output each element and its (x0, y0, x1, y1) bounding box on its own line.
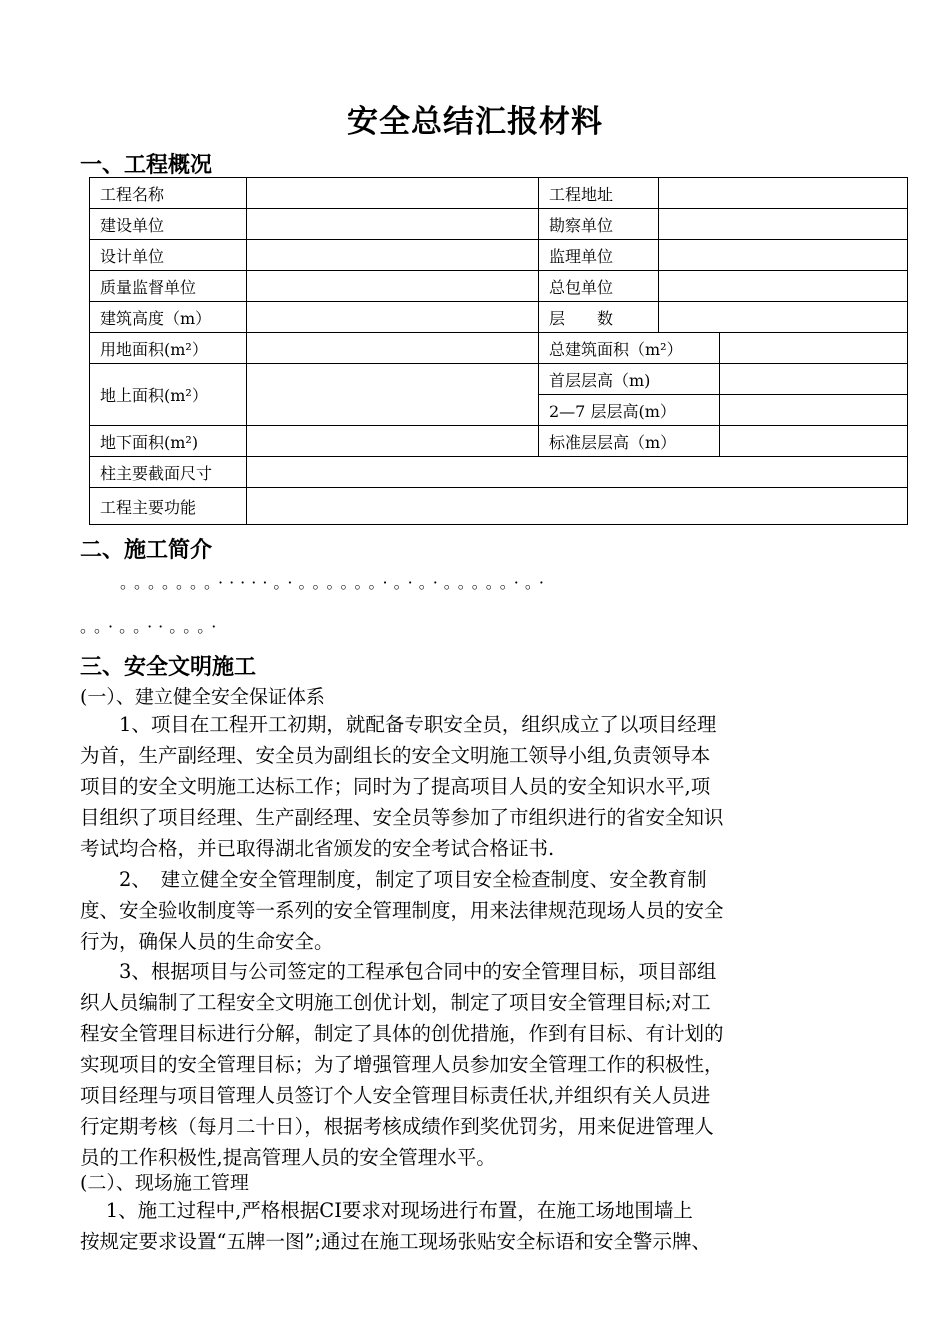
table-label: 层 数 (539, 302, 659, 333)
paragraph (80, 709, 880, 864)
table-label: 地下面积(m²) (90, 426, 247, 457)
table-value-cell (720, 364, 908, 395)
table-label: 标准层层高（m） (539, 426, 720, 457)
table-value-cell (659, 209, 908, 240)
text-line: 项目经理与项目管理人员签订个人安全管理目标责任状,并组织有关人员进 (80, 1084, 711, 1107)
table-row (90, 488, 908, 525)
table-value-cell (720, 395, 908, 426)
table-row (90, 271, 908, 302)
table-value-cell (247, 271, 539, 302)
table-label: 总包单位 (539, 271, 659, 302)
table-row (90, 178, 908, 209)
table-label: 首层层高（m) (539, 364, 720, 395)
table-value-cell (247, 240, 539, 271)
text-line: 度、安全验收制度等一系列的安全管理制度，用来法律规范现场人员的安全 (80, 899, 724, 922)
paragraph (80, 864, 880, 957)
table-label: 工程地址 (539, 178, 659, 209)
text-line: 项目的安全文明施工达标工作；同时为了提高项目人员的安全知识水平,项 (80, 775, 711, 798)
text-line: 考试均合格，并已取得湖北省颁发的安全考试合格证书. (80, 837, 555, 860)
table-value-cell (720, 426, 908, 457)
text-line: 为首，生产副经理、安全员为副组长的安全文明施工领导小组,负责领导本 (80, 744, 711, 767)
table-label: 工程名称 (90, 178, 247, 209)
table-label: 质量监督单位 (90, 271, 247, 302)
table-value-cell (659, 271, 908, 302)
table-label: 地上面积(m²） (90, 364, 247, 426)
text-line: 员的工作积极性,提高管理人员的安全管理水平。 (80, 1146, 496, 1169)
placeholder-dots-line: 。。。。。。。·····。·。。。。。。·。·。·。。。。。·。· (120, 573, 550, 592)
placeholder-dots-line: 。。·。。··。。。· (80, 617, 223, 636)
table-value-cell (247, 178, 539, 209)
table-value-cell (247, 426, 539, 457)
table-row (90, 302, 908, 333)
table-label: 监理单位 (539, 240, 659, 271)
table-label: 总建筑面积（m²） (539, 333, 720, 364)
text-line: 1、项目在工程开工初期，就配备专职安全员，组织成立了以项目经理 (80, 713, 717, 736)
table-label: 工程主要功能 (90, 488, 247, 525)
text-line: 按规定要求设置“五牌一图”;通过在施工现场张贴安全标语和安全警示牌、 (80, 1230, 712, 1253)
table-value-cell (247, 488, 908, 525)
text-line: 2、 建立健全安全管理制度，制定了项目安全检查制度、安全教育制 (80, 868, 707, 891)
table-value-cell (247, 457, 908, 488)
table-row (90, 457, 908, 488)
text-line: 实现项目的安全管理目标；为了增强管理人员参加安全管理工作的积极性， (80, 1053, 724, 1076)
text-line: 3、根据项目与公司签定的工程承包合同中的安全管理目标，项目部组 (80, 960, 717, 983)
table-value-cell (659, 302, 908, 333)
table-row (90, 364, 908, 395)
table-label: 2—7 层层高(m） (539, 395, 720, 426)
text-line: 行为，确保人员的生命安全。 (80, 930, 334, 953)
section-heading-overview: 一、工程概况 (80, 153, 213, 178)
paragraph (80, 956, 880, 1173)
table-value-cell (247, 209, 539, 240)
table-row (90, 209, 908, 240)
project-overview-table (89, 177, 908, 525)
document-title: 安全总结汇报材料 (347, 104, 603, 140)
section-heading-safety: 三、安全文明施工 (80, 655, 257, 680)
table-label: 建筑高度（m） (90, 302, 247, 333)
table-value-cell (247, 364, 539, 426)
text-line: 织人员编制了工程安全文明施工创优计划，制定了项目安全管理目标;对工 (80, 991, 711, 1014)
table-row (90, 240, 908, 271)
table-value-cell (247, 333, 539, 364)
text-line: 1、施工过程中,严格根据CI要求对现场进行布置，在施工场地围墙上 (80, 1199, 693, 1222)
subsection-heading: (一）、建立健全安全保证体系 (80, 686, 325, 708)
text-line: 行定期考核（每月二十日），根据考核成绩作到奖优罚劣，用来促进管理人 (80, 1115, 714, 1138)
table-value-cell (247, 302, 539, 333)
text-line: 程安全管理目标进行分解，制定了具体的创优措施，作到有目标、有计划的 (80, 1022, 724, 1045)
paragraph (80, 1195, 880, 1257)
section-heading-construction: 二、施工简介 (80, 538, 213, 563)
table-value-cell (720, 333, 908, 364)
text-line: 目组织了项目经理、生产副经理、安全员等参加了市组织进行的省安全知识 (80, 806, 724, 829)
table-label: 用地面积(m²） (90, 333, 247, 364)
subsection-heading: (二）、现场施工管理 (80, 1172, 249, 1194)
table-value-cell (659, 178, 908, 209)
table-row (90, 426, 908, 457)
table-label: 柱主要截面尺寸 (90, 457, 247, 488)
table-row (90, 333, 908, 364)
table-label: 设计单位 (90, 240, 247, 271)
table-label: 建设单位 (90, 209, 247, 240)
table-value-cell (659, 240, 908, 271)
table-label: 勘察单位 (539, 209, 659, 240)
